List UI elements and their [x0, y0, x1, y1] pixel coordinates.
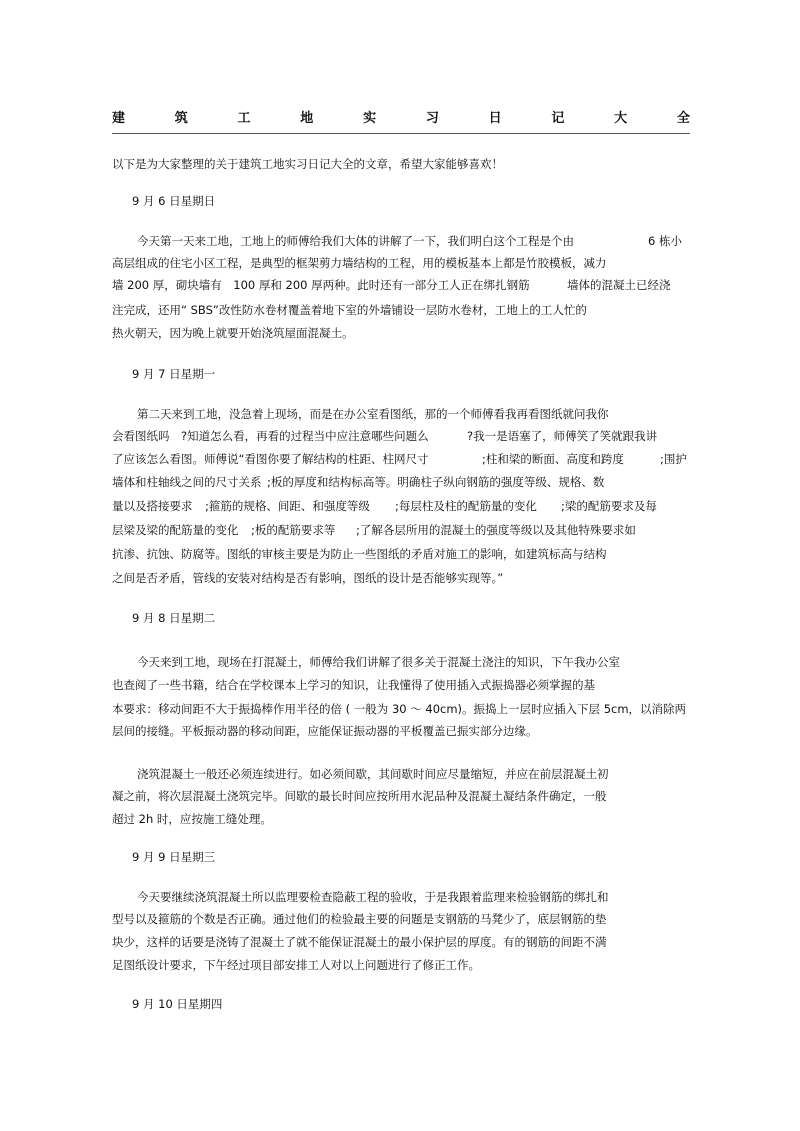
paragraph-line: 也查阅了一些书籍，结合在学校课本上学习的知识，让我懂得了使用插入式振捣器必须掌握的基 — [112, 678, 595, 692]
paragraph-line: 热火朝天，因为晚上就要开始浇筑屋面混凝土。 — [112, 326, 354, 340]
paragraph-line-tail: ;梁的配筋要求及每 — [561, 499, 657, 513]
paragraph-line: 型号以及箍筋的个数是否正确。通过他们的检验最主要的问题是支钢筋的马凳少了，底层钢筋的垫 — [112, 912, 607, 926]
paragraph-line: 块少，这样的话要是浇铸了混凝土了就不能保证混凝土的最小保护层的厚度。有的钢筋的间距不满 — [112, 935, 607, 949]
paragraph-line-tail: ;围护 — [660, 452, 687, 466]
title-char: 地 — [300, 110, 314, 126]
paragraph-line: 凝之前，将次层混凝土浇筑完毕。间歇的最长时间应按所用水泥品种及混凝土凝结条件确定，一般 — [112, 789, 607, 803]
paragraph-line: 墙体和柱轴线之间的尺寸关系 — [112, 475, 262, 489]
paragraph-line: 浇筑混凝土一般还必须连续进行。如必须间歇，其间歇时间应尽量缩短，并应在前层混凝土初 — [137, 767, 609, 781]
paragraph-line: 墙 200 厚，砌块墙有 100 厚和 200 厚两种。此时还有一部分工人正在绑扎钢筋 — [112, 278, 530, 292]
paragraph-line: 第二天来到工地，没急着上现场，而是在办公室看图纸，那的一个师傅看我再看图纸就问我你 — [137, 407, 609, 421]
intro-text: 以下是为大家整理的关于建筑工地实习日记大全的文章，希望大家能够喜欢！ — [112, 157, 503, 171]
entry-date: 9 月 10 日星期四 — [132, 997, 223, 1011]
title-underline — [112, 133, 690, 134]
document-title — [112, 104, 690, 128]
entry-date: 9 月 7 日星期一 — [132, 367, 216, 381]
paragraph-line-tail: ;板的厚度和结构标高等。明确柱子纵向钢筋的强度等级、规格、数 — [267, 475, 605, 489]
paragraph-line-tail: 墙体的混凝土已经浇 — [567, 278, 671, 292]
title-char: 习 — [425, 110, 439, 126]
paragraph-line: 抗渗、抗蚀、防腐等。图纸的审核主要是为防止一些图纸的矛盾对施工的影响，如建筑标高与结构 — [112, 547, 607, 561]
paragraph-line: 今天要继续浇筑混凝土所以监理要检查隐蔽工程的验收，于是我跟着监理来检验钢筋的绑扎和 — [137, 890, 609, 904]
entry-date: 9 月 6 日星期日 — [132, 194, 216, 208]
paragraph-line: 层间的接缝。平板振动器的移动间距，应能保证振动器的平板覆盖已振实部分边缘。 — [112, 724, 538, 738]
paragraph-line: 超过 2h 时，应按施工缝处理。 — [112, 812, 272, 826]
paragraph-line: 层梁及梁的配筋量的变化 — [112, 523, 239, 537]
title-char: 记 — [551, 110, 565, 126]
paragraph-line: 今天来到工地，现场在打混凝土，师傅给我们讲解了很多关于混凝土浇注的知识，下午我办公室 — [137, 655, 620, 669]
paragraph-line-tail: 6 栋小 — [648, 234, 682, 248]
paragraph-line: 注完成，还用“ SBS”改性防水卷材覆盖着地下室的外墙铺设一层防水卷材，工地上的工人忙的 — [112, 303, 587, 317]
paragraph-line: 高层组成的住宅小区工程，是典型的框架剪力墙结构的工程，用的模板基本上都是竹胶模板，减力 — [112, 256, 607, 270]
paragraph-line: 会看图纸吗 ?知道怎么看，再看的过程当中应注意哪些问题么 — [112, 429, 429, 443]
title-char: 大 — [614, 110, 628, 126]
entry-date: 9 月 8 日星期二 — [132, 611, 216, 625]
paragraph-line-mid: ;每层柱及柱的配筋量的变化 — [395, 499, 537, 513]
title-char: 日 — [488, 110, 502, 126]
paragraph-line: 之间是否矛盾，管线的安装对结构是否有影响，图纸的设计是否能够实现等。” — [112, 571, 504, 585]
entry-date: 9 月 9 日星期三 — [132, 850, 216, 864]
title-char: 全 — [676, 110, 690, 126]
paragraph-line: 足图纸设计要求，下午经过项目部安排工人对以上问题进行了修正工作。 — [112, 958, 480, 972]
paragraph-line: 今天第一天来工地，工地上的师傅给我们大体的讲解了一下，我们明白这个工程是个由 — [137, 234, 574, 248]
title-char: 建 — [112, 110, 126, 126]
paragraph-line: 本要求：移动间距不大于振捣棒作用半径的倍 ( 一般为 30 ～ 40cm)。振捣上一层时应插入下层 5cm，以消除两 — [112, 702, 687, 716]
paragraph-line: 了应该怎么看图。师傅说“看图你要了解结构的柱距、柱网尺寸 — [112, 452, 429, 466]
title-char: 工 — [237, 110, 251, 126]
paragraph-line-mid: ;柱和梁的断面、高度和跨度 — [482, 452, 624, 466]
paragraph-line-mid: ;板的配筋要求等 — [251, 523, 336, 537]
paragraph-line: 量以及搭接要求 — [112, 499, 193, 513]
title-char: 筑 — [174, 110, 188, 126]
paragraph-line-mid: ;箍筋的规格、间距、和强度等级 — [205, 499, 370, 513]
paragraph-line-tail: ;了解各层所用的混凝土的强度等级以及其他特殊要求如 — [356, 523, 636, 537]
paragraph-line-tail: ?我一是语塞了，师傅笑了笑就跟我讲 — [467, 429, 658, 443]
title-char: 实 — [363, 110, 377, 126]
